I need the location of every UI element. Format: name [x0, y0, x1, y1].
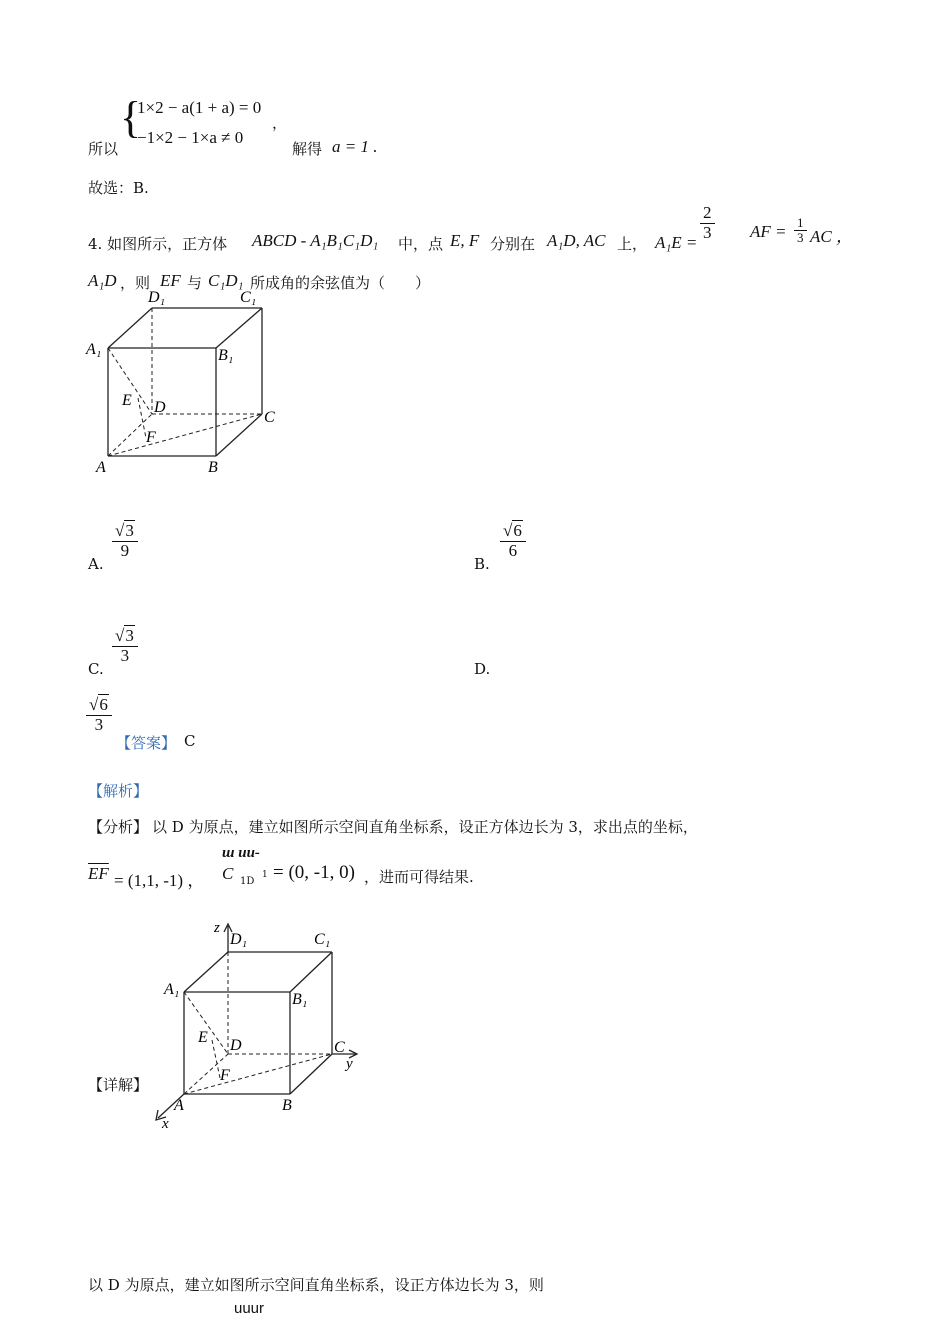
hidden-e-f: [138, 398, 146, 438]
frac1-num: 2: [700, 204, 715, 224]
frac2-den: 3: [797, 230, 804, 246]
fig2-label-f: F: [220, 1067, 230, 1084]
fenxi-text: 以 D 为原点，建立如图所示空间直角坐标系，设正方体边长为 3，求出点的坐标，: [152, 818, 698, 836]
fig2-label-a: A: [174, 1097, 184, 1114]
fig1-label-b1: B₁: [218, 347, 234, 364]
analysis-tag: 【解析】: [88, 782, 149, 800]
fig1-label-e: E: [122, 392, 132, 409]
choose-line: 故选：B.: [88, 179, 149, 197]
q4-a1d: A₁D: [88, 271, 117, 290]
q4-ac: AC ，: [810, 227, 853, 246]
edge-c1-b1: [216, 308, 262, 348]
option-d-value: $\frac{√6}{3}$: [86, 696, 112, 734]
fig1-label-f: F: [146, 429, 156, 446]
frac2-num: 1: [794, 216, 807, 231]
fig1-label-b: B: [208, 459, 218, 476]
answer-tag: 【答案】: [116, 734, 177, 752]
option-a-value: $\frac{√3}{9}$: [112, 522, 138, 560]
vector-c1d-value: = (0, -1, 0): [273, 862, 355, 883]
option-d-num: 6: [99, 695, 108, 714]
q4-mid2: 分别在: [490, 235, 536, 253]
q4-points: E, F: [450, 231, 480, 250]
fig2-label-z: z: [214, 920, 220, 936]
q4-mid3: 上，: [617, 235, 648, 253]
equation-2: −1×2 − 1×a ≠ 0: [137, 128, 244, 147]
edge-c1-b1: [290, 952, 332, 992]
option-b-num: 6: [513, 521, 522, 540]
left-brace: {: [120, 93, 142, 142]
option-a-label: A.: [88, 555, 104, 573]
q4-segments: A₁D, AC: [547, 231, 606, 250]
q4-prefix: 4. 如图所示，正方体: [88, 235, 228, 253]
vector-ef-value: = (1,1, -1) ，: [114, 871, 205, 890]
vector-tail: ，进而可得结果.: [364, 868, 474, 886]
q4-line2-text1: ，则: [120, 274, 151, 292]
answer-value: C: [184, 732, 196, 750]
bottom-text: 以 D 为原点，建立如图所示空间直角坐标系，设正方体边长为 3，则: [88, 1276, 544, 1294]
system-comma: ，: [272, 114, 288, 132]
cube-figure-2: [150, 916, 370, 1131]
fig1-label-c1: C₁: [240, 289, 257, 306]
solve-label: 解得: [292, 140, 323, 158]
fig2-label-c1: C₁: [314, 931, 331, 948]
frac1-den: 3: [703, 222, 712, 242]
bottom-arrow-glyph: uuur: [234, 1300, 265, 1317]
edge-b-c: [290, 1054, 332, 1094]
vector-c1d-sub: 1D: [240, 876, 255, 887]
q4-c1d1: C₁D₁: [208, 271, 244, 290]
fig1-label-d1: D₁: [148, 289, 166, 306]
option-a-den: 9: [120, 540, 130, 560]
vector-c1d-sup: 1: [262, 870, 268, 880]
vector-ef-label: $\overline{EF}$: [88, 864, 109, 883]
hidden-e-f: [212, 1040, 220, 1078]
option-c-num: 3: [125, 626, 134, 645]
option-b-den: 6: [508, 540, 518, 560]
option-b-label: B.: [474, 555, 490, 573]
option-c-value: $\frac{√3}{3}$: [112, 627, 138, 665]
option-d-label: D.: [474, 660, 491, 678]
option-d-den: 3: [94, 714, 104, 734]
q4-af: AF =: [750, 222, 787, 241]
fig2-label-b1: B₁: [292, 991, 308, 1008]
edge-a1-d1: [108, 308, 152, 348]
fig2-label-d1: D₁: [230, 931, 248, 948]
fig2-label-b: B: [282, 1097, 292, 1114]
fig2-label-c: C: [334, 1039, 345, 1056]
vector-c1d-arrow: ш uu-: [222, 845, 260, 861]
fenxi-tag: 【分析】: [88, 818, 149, 836]
cube-figure-1: [80, 288, 300, 488]
fig1-label-a: A: [96, 459, 106, 476]
q4-a1e: A₁E =: [655, 233, 698, 252]
q4-solid: ABCD - A₁B₁C₁D₁: [252, 231, 379, 250]
q4-line2-text3: 所成角的余弦值为（ ）: [250, 274, 431, 292]
suoyi-label: 所以: [88, 140, 119, 158]
fig2-label-e: E: [198, 1029, 208, 1046]
q4-mid1: 中，点: [398, 235, 444, 253]
option-c-den: 3: [120, 645, 130, 665]
vector-c1d-label: C: [222, 864, 234, 883]
fig2-label-d: D: [230, 1037, 242, 1054]
fig1-label-c: C: [264, 409, 275, 426]
option-c-label: C.: [88, 660, 104, 678]
detail-tag: 【详解】: [88, 1076, 149, 1094]
q4-frac2: [794, 216, 807, 246]
edge-a1-d1: [184, 952, 228, 992]
fig2-label-a1: A₁: [164, 981, 180, 998]
q4-ef: EF: [160, 271, 181, 290]
equation-1: 1×2 − a(1 + a) = 0: [137, 98, 262, 117]
fig2-label-x: x: [162, 1116, 169, 1131]
solve-result: a = 1 .: [332, 137, 378, 156]
fig2-label-y: y: [346, 1056, 353, 1072]
option-a-num: 3: [125, 521, 134, 540]
fig1-label-d: D: [154, 399, 166, 416]
fig1-label-a1: A₁: [86, 341, 102, 358]
option-b-value: $\frac{√6}{6}$: [500, 522, 526, 560]
q4-line2-text2: 与: [187, 274, 203, 292]
q4-frac1: [700, 204, 715, 242]
